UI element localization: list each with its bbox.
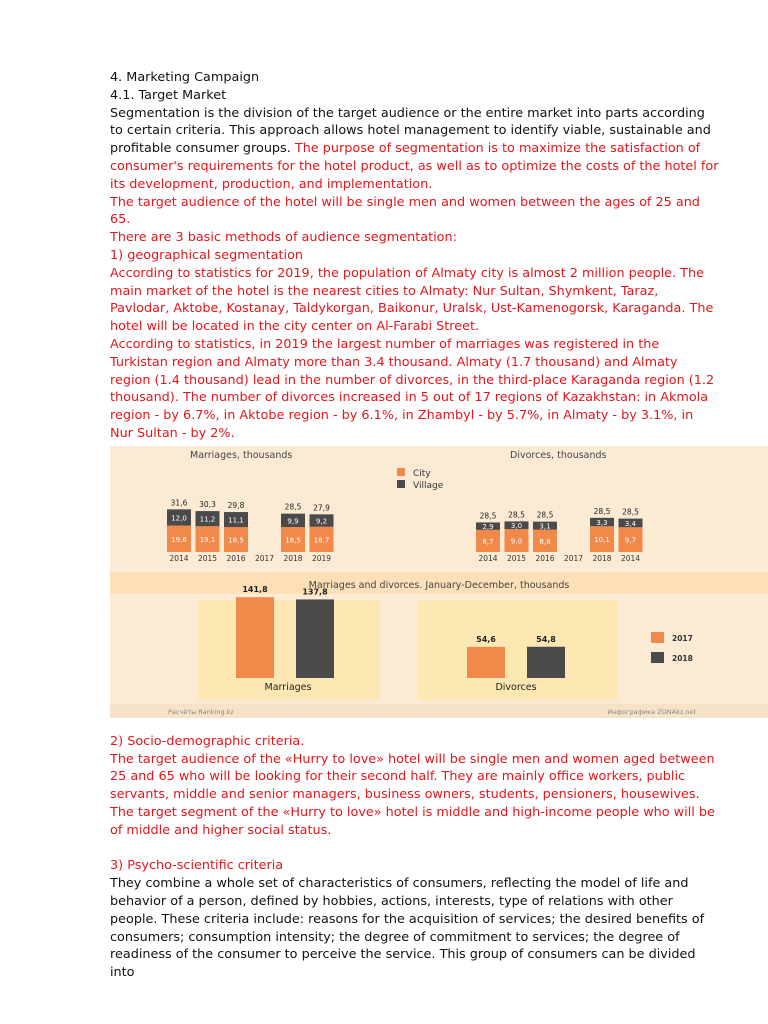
x-tick-label: 2016 — [226, 553, 246, 563]
data-label-2017: 54,6 — [476, 634, 496, 644]
legend-swatch-2017 — [651, 632, 664, 643]
data-label-city: 8,7 — [482, 537, 494, 546]
data-label-village: 2,9 — [482, 522, 494, 531]
legend-label-village: Village — [413, 480, 444, 491]
data-label-total: 28,5 — [508, 510, 525, 520]
data-label-village: 3,4 — [624, 519, 637, 528]
paragraph-segmentation — [110, 105, 720, 194]
data-label-2018: 54,8 — [536, 634, 556, 644]
x-tick-label: 2018 — [592, 553, 612, 563]
bar-2018 — [527, 646, 565, 677]
data-label-total: 30,3 — [199, 499, 216, 509]
data-label-city: 9,0 — [510, 537, 523, 546]
marriage-divorce-infographic — [110, 446, 768, 718]
paragraph-psycho: They combine a whole set of characteristics of consumers, reflecting the model of life and behavior of a person, defined by hobbies, actions, interests, type of relations with other people. These criteria include: reasons for the acquisition of services; the desired benefits of consumers; consumption intensity; the degree of commitment to services; the degree of readiness of the consumer to perceive the service. This group of consumers can be divided into — [110, 876, 705, 981]
legend-label-2018: 2018 — [672, 653, 693, 663]
data-label-village: 3,1 — [539, 522, 551, 531]
data-label-village: 3,0 — [510, 521, 523, 530]
data-label-city: 10,1 — [594, 535, 610, 544]
paragraph-methods: There are 3 basic methods of audience segmentation: — [110, 230, 457, 246]
x-tick-label: 2015 — [197, 553, 218, 563]
footer-credit-left: Расчёты Ranking.kz — [168, 707, 234, 716]
data-label-city: 18,5 — [285, 536, 301, 545]
data-label-city: 19,1 — [199, 535, 216, 544]
data-label-village: 9,2 — [315, 517, 328, 526]
chart-title-divorces: Divorces, thousands — [510, 449, 607, 461]
paragraph-marriage-stats: According to statistics, in 2019 the largest number of marriages was registered in the Turkistan region and Almaty more than 3.4 thousand. Almaty (1.7 thousand) and Almaty region (1.4 thousand) lead in the number of divorces, in the third-place Karaganda region (1.2 thousand). The number of divorces increased in 5 out of 17 regions of Kazakhstan: in Akmola region - by 6.7%, in Aktobe region - by 6.1%, in Zhambyl - by 5.7%, in Almaty - by 3.1%, in Nur Sultan - by 2%. — [110, 336, 715, 441]
data-label-total: 28,5 — [536, 510, 554, 520]
data-label-village: 11,1 — [228, 516, 244, 525]
x-tick-label: 2018 — [283, 553, 303, 563]
x-tick-label: 2014 — [169, 553, 189, 563]
data-label-village: 3,3 — [596, 518, 608, 527]
paragraph-population: According to statistics for 2019, the population of Almaty city is almost 2 million people. The main market of the hotel is the nearest cities to Almaty: Nur Sultan, Shymkent, Taraz, Pavlodar, Aktobe, Kostanay, Taldykorgan, Baikonur, Uralsk, Ust-Kamenogorsk, Karaganda. The hotel will be located in the city center on Al-Farabi Street. — [110, 265, 714, 335]
data-label-total: 28,5 — [479, 511, 497, 521]
data-label-city: 18,5 — [228, 536, 244, 545]
footer-credit-right: Инфографика ZONAkz.net — [607, 707, 696, 716]
section-heading: 4. Marketing Campaign — [110, 70, 260, 85]
data-label-village: 11,2 — [199, 515, 216, 524]
legend-swatch-city — [397, 468, 405, 476]
category-label: Marriages — [264, 681, 312, 693]
legend-label-2017: 2017 — [672, 633, 693, 643]
data-label-2018: 137,8 — [302, 587, 328, 597]
data-label-total: 28,5 — [622, 507, 639, 517]
x-tick-label: 2014 — [620, 553, 641, 563]
paragraph-socio-demographic: The target audience of the «Hurry to love» hotel will be single men and women aged between 25 and 65 who will be looking for their second half. They are mainly office workers, public servants, middle and senior managers, business owners, students, pensioners, housewives. The target segment of the «Hurry to love» hotel is middle and high-income people who will be of middle and higher social status. — [110, 751, 715, 838]
category-label: Divorces — [495, 681, 537, 693]
legend-label-city: City — [413, 468, 431, 479]
list-item-psycho: 3) Psycho-scientific criteria — [110, 858, 284, 874]
x-tick-label: 2019 — [311, 553, 332, 563]
chart-title-marriages: Marriages, thousands — [190, 449, 293, 461]
subsection-heading: 4.1. Target Market — [110, 87, 227, 103]
data-label-city: 9,7 — [624, 536, 637, 545]
x-tick-label: 2017 — [563, 553, 584, 563]
legend-swatch-2018 — [651, 652, 664, 663]
data-label-total: 28,5 — [284, 502, 302, 512]
data-label-total: 27,9 — [313, 503, 330, 513]
bar-2017 — [467, 647, 505, 678]
paragraph-target-audience: The target audience of the hotel will be single men and women between the ages of 25 and 65. — [110, 194, 700, 228]
list-item-geographical: 1) geographical segmentation — [110, 247, 304, 263]
data-label-total: 29,8 — [227, 500, 245, 510]
data-label-city: 18,7 — [313, 536, 330, 545]
chart-title-comparison: Marriages and divorces. January-December, thousands — [308, 579, 570, 591]
x-tick-label: 2016 — [535, 553, 555, 563]
data-label-total: 28,5 — [593, 506, 611, 516]
data-label-2017: 141,8 — [242, 584, 268, 594]
document-page — [110, 69, 720, 982]
list-item-socio-demographic: 2) Socio-demographic criteria. — [110, 733, 305, 749]
x-tick-label: 2017 — [254, 553, 275, 563]
infographic-svg — [110, 446, 768, 718]
bar-2018 — [296, 599, 334, 678]
bar-2017 — [236, 597, 274, 678]
x-tick-label: 2014 — [478, 553, 498, 563]
paragraph-gap — [110, 840, 720, 858]
paragraph-segmentation-red: The purpose of segmentation is to maximize the satisfaction of consumer's requirements for the hotel product, as well as to optimize the costs of the hotel for its development, production, and implementation. — [110, 141, 719, 192]
data-label-village: 9,9 — [287, 517, 299, 526]
data-label-total: 31,6 — [170, 498, 188, 508]
legend-swatch-village — [397, 480, 405, 488]
x-tick-label: 2015 — [506, 553, 527, 563]
paragraph-segmentation-black: Segmentation is the division of the target audience or the entire market into parts according to certain criteria. This approach allows hotel management to identify viable, sustainable and profitable consumer groups. — [110, 105, 711, 157]
data-label-village: 12,0 — [171, 514, 187, 523]
data-label-city: 19,6 — [171, 535, 187, 544]
data-label-city: 8,8 — [539, 537, 551, 546]
